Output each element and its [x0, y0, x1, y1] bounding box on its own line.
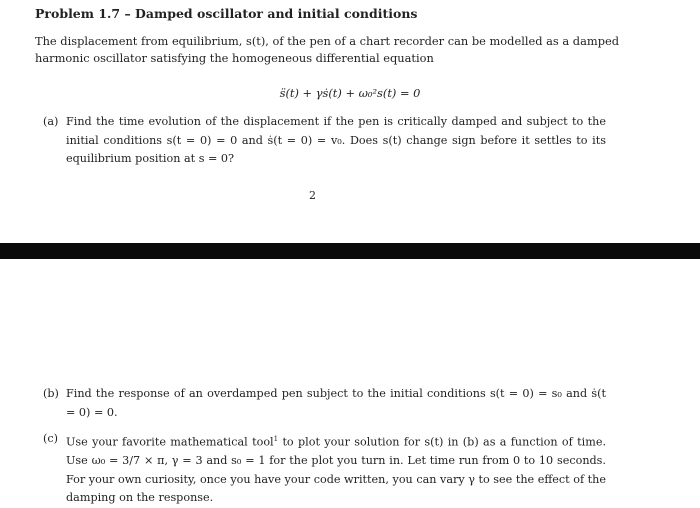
differential-equation: s̈(t) + γṡ(t) + ω₀²s(t) = 0 — [279, 86, 421, 100]
part-a-text: Find the time evolution of the displacement if the pen is critically damped and subject to the initial conditions s(t = 0) = 0 and ṡ(t = 0) = v₀. Does s(t) change sign before it settles to its equilibrium position at s = 0? — [66, 115, 606, 165]
problem-title: Problem 1.7 – Damped oscillator and initial conditions — [35, 6, 418, 21]
part-c-text-start: Use your favorite mathematical tool — [66, 435, 274, 449]
part-a — [43, 113, 606, 169]
page-top — [0, 0, 700, 243]
part-b-text: Find the response of an overdamped pen subject to the initial conditions s(t = 0) = s₀ and ṡ(t = 0) = 0. — [66, 387, 606, 419]
page-break-bar — [0, 243, 700, 259]
footnote-mark: 1 — [273, 435, 279, 443]
part-a-label: (a) — [43, 115, 59, 128]
part-c-text — [46, 430, 606, 508]
part-b-label: (b) — [43, 387, 59, 400]
part-b — [43, 385, 606, 422]
part-c — [43, 430, 606, 508]
part-c-text-end: to plot your solution for s(t) in (b) as a function of time. Use ω₀ = 3/7 × π, γ = 3 and s₀ = 1 for the plot you turn in. Let time run from 0 to 10 seconds. For your own curiosity, once you have your code written, you can vary γ to see the effect of the damping on the response. — [66, 435, 606, 505]
intro-paragraph: The displacement from equilibrium, s(t), of the pen of a chart recorder can be modelled as a damped harmonic oscillator satisfying the homogeneous differential equation — [35, 34, 620, 65]
page-number: 2 — [309, 189, 316, 202]
page-bottom — [0, 259, 700, 508]
part-c-label: (c) — [43, 432, 58, 445]
